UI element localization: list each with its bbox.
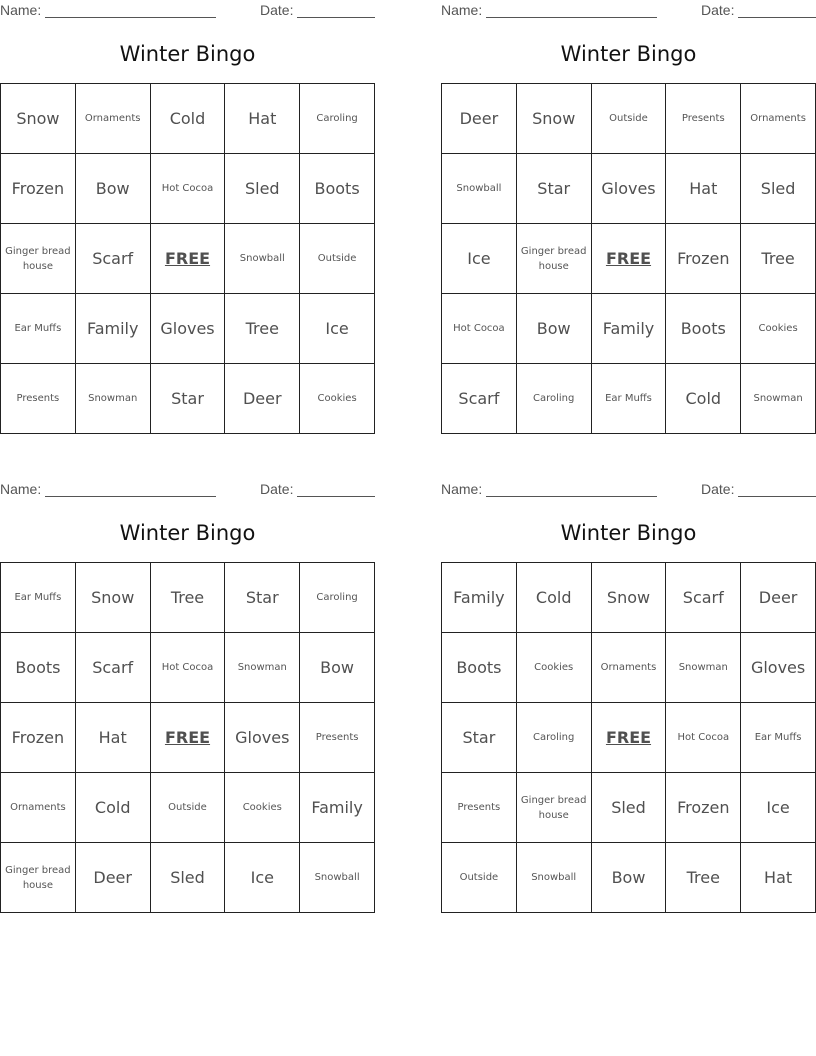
date-field-line	[738, 17, 816, 18]
bingo-cell: Star	[442, 703, 517, 773]
bingo-cell: Ice	[442, 224, 517, 294]
bingo-cell: Gloves	[225, 703, 300, 773]
bingo-cell: Snowball	[517, 843, 592, 913]
card-header	[0, 0, 375, 22]
name-label: Name:	[441, 481, 483, 497]
card-title: Winter Bingo	[560, 521, 697, 545]
name-field-line	[45, 17, 216, 18]
bingo-cell: Hot Cocoa	[151, 633, 226, 703]
bingo-cell-free: FREE	[151, 224, 226, 294]
bingo-cell: Deer	[225, 364, 300, 434]
bingo-cell: Cookies	[225, 773, 300, 843]
date-field-line	[738, 496, 816, 497]
bingo-cell: Scarf	[76, 633, 151, 703]
bingo-grid	[0, 562, 375, 913]
bingo-cell: Family	[300, 773, 375, 843]
bingo-cell: Presents	[300, 703, 375, 773]
bingo-cell: Snow	[1, 84, 76, 154]
bingo-cell: Ice	[300, 294, 375, 364]
card-header	[0, 479, 375, 501]
bingo-cell: Cookies	[300, 364, 375, 434]
bingo-cell: Snow	[76, 563, 151, 633]
bingo-cell: Snowball	[442, 154, 517, 224]
bingo-cell: Hat	[225, 84, 300, 154]
bingo-card	[441, 479, 816, 887]
bingo-cell: Cold	[151, 84, 226, 154]
bingo-cell: Scarf	[666, 563, 741, 633]
bingo-cell: Sled	[592, 773, 667, 843]
bingo-cell: Snowman	[666, 633, 741, 703]
bingo-cell: Sled	[741, 154, 816, 224]
bingo-cell: Tree	[151, 563, 226, 633]
bingo-cell: Bow	[592, 843, 667, 913]
bingo-cell: Outside	[151, 773, 226, 843]
bingo-cell: Star	[151, 364, 226, 434]
date-label: Date:	[701, 481, 735, 497]
bingo-cell: Snowball	[225, 224, 300, 294]
bingo-cell: Bow	[300, 633, 375, 703]
bingo-cell: Deer	[76, 843, 151, 913]
bingo-card	[0, 0, 375, 408]
card-title: Winter Bingo	[119, 521, 256, 545]
bingo-cell: Ornaments	[592, 633, 667, 703]
name-label: Name:	[0, 2, 42, 18]
name-label: Name:	[441, 2, 483, 18]
bingo-cell: Bow	[517, 294, 592, 364]
bingo-cell: Frozen	[666, 773, 741, 843]
card-header	[441, 479, 816, 501]
bingo-cell: Scarf	[76, 224, 151, 294]
bingo-cell: Outside	[442, 843, 517, 913]
bingo-cell: Ornaments	[76, 84, 151, 154]
bingo-cell: Gloves	[151, 294, 226, 364]
bingo-cell: Caroling	[300, 563, 375, 633]
bingo-cell: Boots	[666, 294, 741, 364]
bingo-cell: Ear Muffs	[741, 703, 816, 773]
bingo-cell: Ice	[225, 843, 300, 913]
bingo-cell: Hot Cocoa	[442, 294, 517, 364]
bingo-cell: Ear Muffs	[1, 563, 76, 633]
bingo-cell: Ear Muffs	[592, 364, 667, 434]
bingo-cell: Cookies	[517, 633, 592, 703]
bingo-cell: Hot Cocoa	[151, 154, 226, 224]
bingo-cell: Outside	[592, 84, 667, 154]
date-label: Date:	[260, 481, 294, 497]
name-field-line	[486, 17, 657, 18]
name-field-line	[486, 496, 657, 497]
bingo-cell: Ear Muffs	[1, 294, 76, 364]
date-field-line	[297, 496, 375, 497]
bingo-cell: Sled	[225, 154, 300, 224]
bingo-cell: Hat	[741, 843, 816, 913]
bingo-cell: Family	[76, 294, 151, 364]
bingo-cell: Snowman	[76, 364, 151, 434]
bingo-cell: Deer	[741, 563, 816, 633]
bingo-cell: Presents	[442, 773, 517, 843]
bingo-cell-free: FREE	[151, 703, 226, 773]
bingo-cell: Boots	[1, 633, 76, 703]
bingo-cell: Ginger bread house	[517, 773, 592, 843]
bingo-cell: Hat	[76, 703, 151, 773]
name-field-line	[45, 496, 216, 497]
bingo-cell-free: FREE	[592, 703, 667, 773]
bingo-cell: Scarf	[442, 364, 517, 434]
bingo-cell: Frozen	[1, 154, 76, 224]
bingo-cell: Family	[592, 294, 667, 364]
bingo-cell: Tree	[741, 224, 816, 294]
bingo-cell: Presents	[1, 364, 76, 434]
bingo-cell: Tree	[225, 294, 300, 364]
bingo-cell: Frozen	[1, 703, 76, 773]
card-title: Winter Bingo	[119, 42, 256, 66]
date-label: Date:	[260, 2, 294, 18]
bingo-cell: Snow	[592, 563, 667, 633]
bingo-cell: Frozen	[666, 224, 741, 294]
bingo-cell: Cold	[517, 563, 592, 633]
bingo-cell: Snowman	[225, 633, 300, 703]
bingo-cell: Cold	[666, 364, 741, 434]
bingo-cell: Gloves	[741, 633, 816, 703]
bingo-cell: Caroling	[300, 84, 375, 154]
bingo-grid	[441, 562, 816, 913]
bingo-cell: Presents	[666, 84, 741, 154]
bingo-cell: Snow	[517, 84, 592, 154]
bingo-cell: Ginger bread house	[1, 224, 76, 294]
bingo-cell: Tree	[666, 843, 741, 913]
bingo-grid	[0, 83, 375, 434]
bingo-cell: Hat	[666, 154, 741, 224]
card-title: Winter Bingo	[560, 42, 697, 66]
bingo-cell: Cold	[76, 773, 151, 843]
bingo-cell: Gloves	[592, 154, 667, 224]
bingo-cell: Outside	[300, 224, 375, 294]
bingo-cell: Family	[442, 563, 517, 633]
bingo-cell: Boots	[300, 154, 375, 224]
bingo-cell: Snowball	[300, 843, 375, 913]
bingo-cell: Bow	[76, 154, 151, 224]
bingo-cell: Star	[517, 154, 592, 224]
date-label: Date:	[701, 2, 735, 18]
bingo-cell-free: FREE	[592, 224, 667, 294]
name-label: Name:	[0, 481, 42, 497]
bingo-cell: Ginger bread house	[1, 843, 76, 913]
bingo-cell: Boots	[442, 633, 517, 703]
bingo-cell: Caroling	[517, 703, 592, 773]
bingo-cell: Sled	[151, 843, 226, 913]
date-field-line	[297, 17, 375, 18]
bingo-cell: Ginger bread house	[517, 224, 592, 294]
bingo-cell: Hot Cocoa	[666, 703, 741, 773]
bingo-grid	[441, 83, 816, 434]
bingo-cell: Caroling	[517, 364, 592, 434]
bingo-cell: Cookies	[741, 294, 816, 364]
bingo-cell: Star	[225, 563, 300, 633]
bingo-cell: Ornaments	[1, 773, 76, 843]
bingo-cell: Deer	[442, 84, 517, 154]
bingo-card	[0, 479, 375, 891]
card-header	[441, 0, 816, 22]
bingo-cell: Snowman	[741, 364, 816, 434]
bingo-cell: Ice	[741, 773, 816, 843]
bingo-card	[441, 0, 816, 408]
bingo-cell: Ornaments	[741, 84, 816, 154]
